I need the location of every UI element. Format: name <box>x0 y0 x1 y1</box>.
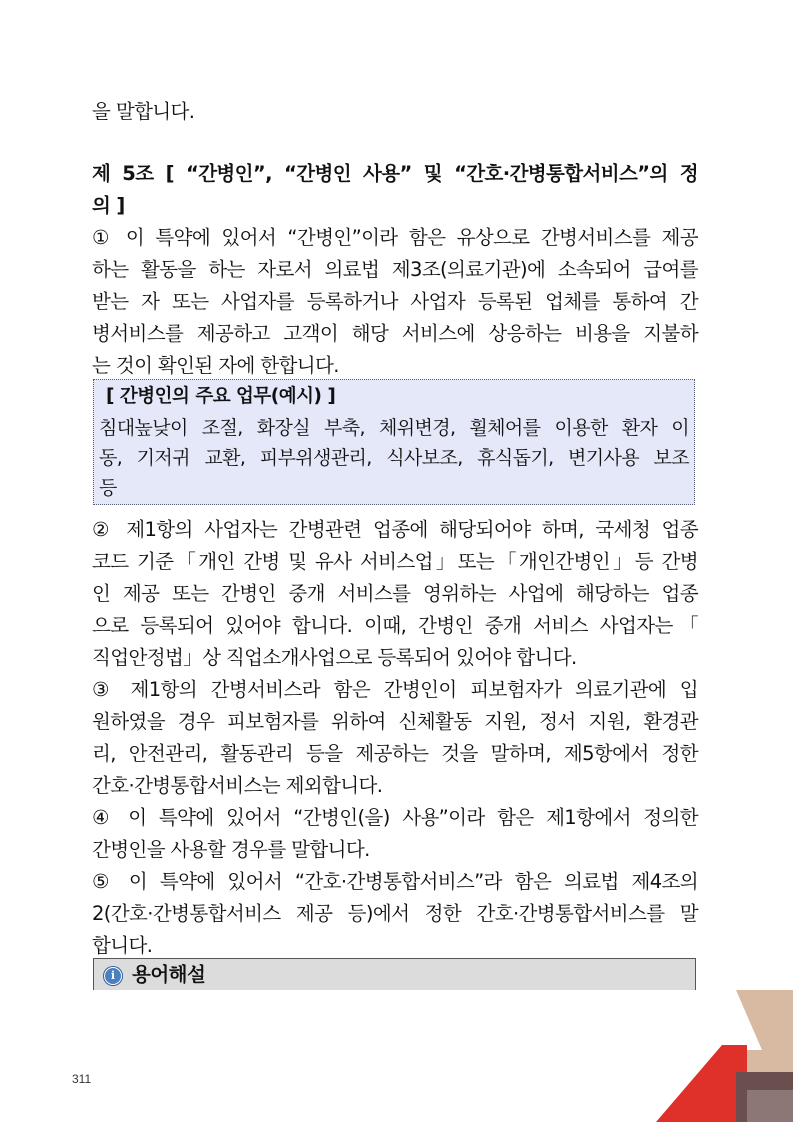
text-line: 간호·간병통합서비스는 제외합니다. <box>92 774 383 797</box>
text-line: 동, 기저귀 교환, 피부위생관리, 식사보조, 휴식돕기, 변기사용 보조 <box>99 447 689 469</box>
text-line: 간병인을 사용할 경우를 말합니다. <box>92 838 370 861</box>
text-line: 리, 안전관리, 활동관리 등을 제공하는 것을 말하며, 제5항에서 정한 <box>92 742 698 765</box>
info-icon: i <box>104 967 122 985</box>
text-line: 코드 기준「개인 간병 및 유사 서비스업」또는「개인간병인」등 간병 <box>92 550 698 573</box>
text-line: 인 제공 또는 간병인 중개 서비스를 영위하는 사업에 해당하는 업종 <box>92 582 698 605</box>
article-heading-line-1: 제 5조 [ “간병인”, “간병인 사용” 및 “간호·간병통합서비스”의 정 <box>92 162 698 185</box>
text-line: 는 것이 확인된 자에 한합니다. <box>92 354 339 377</box>
text-line: ④ 이 특약에 있어서 “간병인(을) 사용”이라 함은 제1항에서 정의한 <box>92 806 698 829</box>
text-line: 직업안정법」상 직업소개사업으로 등록되어 있어야 합니다. <box>92 646 577 669</box>
text-line: 으로 등록되어 있어야 합니다. 이때, 간병인 중개 서비스 사업자는「 <box>92 614 698 637</box>
text-line: ① 이 특약에 있어서 “간병인”이라 함은 유상으로 간병서비스를 제공 <box>92 226 698 249</box>
text-line: 하는 활동을 하는 자로서 의료법 제3조(의료기관)에 소속되어 급여를 <box>92 258 698 281</box>
text-line: 합니다. <box>92 934 153 957</box>
text-line: 원하였을 경우 피보험자를 위하여 신체활동 지원, 정서 지원, 환경관 <box>92 710 698 733</box>
text-line: 등 <box>99 477 117 499</box>
article-heading <box>92 158 698 222</box>
duty-box-body <box>99 413 689 503</box>
corner-decoration <box>650 990 793 1122</box>
text-line: 침대높낮이 조절, 화장실 부축, 체위변경, 휠체어를 이용한 환자 이 <box>99 417 689 439</box>
paragraph-2 <box>92 514 698 962</box>
text-line: ⑤ 이 특약에 있어서 “간호·간병통합서비스”라 함은 의료법 제4조의 <box>92 870 699 893</box>
text-line: 받는 자 또는 사업자를 등록하거나 사업자 등록된 업체를 통하여 간 <box>92 290 698 313</box>
terminology-label: 용어해설 <box>132 963 206 986</box>
text-line: 2(간호·간병통합서비스 제공 등)에서 정한 간호·간병통합서비스를 말 <box>92 902 698 925</box>
text-line: ③ 제1항의 간병서비스라 함은 간병인이 피보험자가 의료기관에 입 <box>92 678 698 701</box>
deco-gray-shape <box>747 1090 793 1122</box>
text-line: 병서비스를 제공하고 고객이 해당 서비스에 상응하는 비용을 지불하 <box>92 322 698 345</box>
duty-example-box <box>93 379 695 505</box>
article-heading-line-2: 의 ] <box>92 194 125 217</box>
duty-box-title: [ 간병인의 주요 업무(예시) ] <box>106 386 336 407</box>
deco-red-shape <box>656 1045 747 1122</box>
terminology-box <box>93 958 696 990</box>
text-line: ② 제1항의 사업자는 간병관련 업종에 해당되어야 하며, 국세청 업종 <box>92 518 698 541</box>
page-number: 311 <box>72 1072 92 1086</box>
paragraph-1 <box>92 222 698 382</box>
intro-text: 을 말합니다. <box>92 100 195 123</box>
